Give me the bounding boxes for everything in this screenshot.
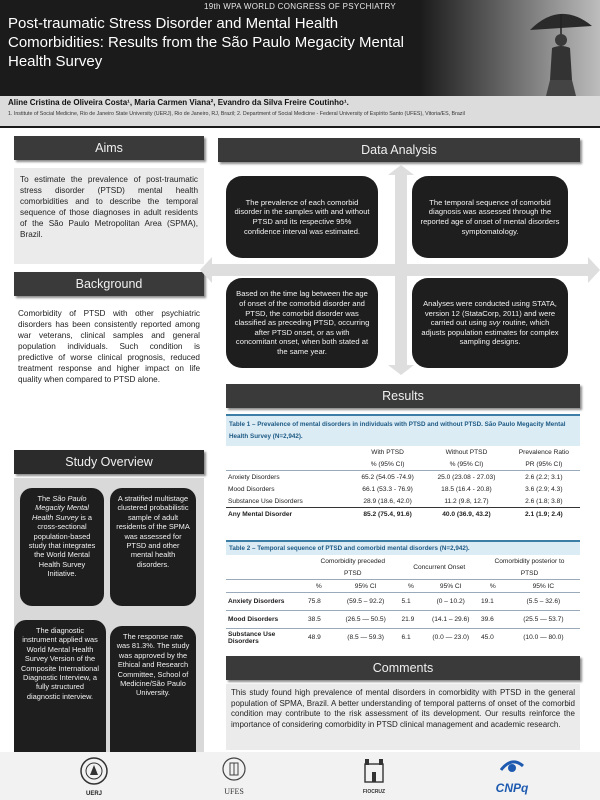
uerj-seal-icon	[79, 756, 109, 786]
table-cell: (26.5 — 50.5)	[332, 611, 400, 629]
table-2-subheader-cell: 95% CI	[422, 580, 478, 593]
aims-heading: Aims	[14, 136, 204, 160]
table-cell: 3.6 (2.9; 4.3)	[525, 485, 563, 493]
congress-name: 19th WPA WORLD CONGRESS OF PSYCHIATRY	[203, 2, 397, 11]
table-2-group-header: Comorbidity posterior to	[494, 557, 565, 565]
uerj-logo-text: UERJ	[85, 791, 102, 797]
data-analysis-heading: Data Analysis	[218, 138, 580, 162]
table-cell: 75.8	[306, 593, 332, 611]
table-cell: 2.6 (2.2; 3.1)	[508, 471, 580, 484]
table-cell: (25.5 — 53.7)	[507, 611, 580, 629]
study-overview-box-1-italic: São Paulo Megacity Mental Health Survey	[32, 494, 89, 522]
ufes-seal-icon	[221, 756, 247, 782]
table-2-subheader-cell: %	[306, 580, 332, 593]
table-cell: (0.0 — 23.0)	[422, 629, 478, 647]
results-heading: Results	[226, 384, 580, 408]
table-1-subheader-cell: % (95% CI)	[370, 460, 405, 468]
table-1-subheader-row	[226, 458, 580, 471]
table-1-header-cell: With PTSD	[371, 448, 404, 456]
background-text: Comorbidity of PTSD with other psychiatric disorders has been consistently reported among war veterans, clinical samples and general population individuals. Such condition is predictive of worse clinical prognosis, reduced treatment response and higher impact on life quality when compared to PTSD alone.	[14, 306, 204, 442]
data-analysis-box-4	[412, 278, 568, 368]
table-cell: (10.0 — 80.0)	[507, 629, 580, 647]
table-cell: 11.2 (9.8, 12.7)	[444, 497, 489, 505]
table-cell: 40.0 (36.9, 43.2)	[425, 508, 508, 521]
table-1-header-row	[226, 446, 580, 458]
study-overview-box-2: A stratified multistage clustered probabilistic sample of adult residents of the SPMA was assessed for PTSD and other mental health disorders.	[110, 488, 196, 606]
table-2-group-header-row	[226, 555, 580, 567]
table-2-subheader-cell: %	[479, 580, 507, 593]
data-analysis-box-1: The prevalence of each comorbid disorder in the samples with and without PTSD and its respective 95% confidence interval was estimated.	[226, 176, 378, 258]
table-cell: (59.5 – 92.2)	[332, 593, 400, 611]
ufes-logo-text: UFES	[224, 787, 244, 796]
table-1-subheader-cell	[226, 458, 350, 471]
table-cell: Substance Use Disorders	[228, 497, 303, 505]
table-2-subheader-row	[226, 580, 580, 593]
table-2-caption: Table 2 – Temporal sequence of PTSD and comorbid mental disorders (N=2,942).	[226, 540, 580, 555]
table-2-grid	[226, 555, 580, 647]
table-cell: 48.9	[306, 629, 332, 647]
table-cell: 45.0	[479, 629, 507, 647]
study-overview-heading: Study Overview	[14, 450, 204, 474]
table-1-subheader-cell: % (95% CI)	[449, 460, 484, 468]
aims-text: To estimate the prevalence of post-traumatic stress disorder (PTSD) mental health comorbidities and to describe the temporal sequence of those diagnoses in adult residents of the São Paulo Metropolitan Area (SPMA), Brazil.	[14, 168, 204, 264]
table-cell: Any Mental Disorder	[226, 508, 350, 521]
table-cell: 5.1	[400, 593, 423, 611]
table-cell: (8.5 — 59.3)	[332, 629, 400, 647]
data-analysis-box-2: The temporal sequence of comorbid diagnosis was assessed through the reported age of onset of mental disorders symptomatology.	[412, 176, 568, 258]
table-1-header-cell	[226, 446, 350, 458]
comments-heading: Comments	[226, 656, 580, 680]
table-2-subheader-cell: 95% CI	[332, 580, 400, 593]
study-overview-box-1	[20, 488, 104, 606]
data-analysis-box-4-text-end: routine, which adjusts population estimates for complex sampling designs.	[421, 318, 559, 347]
table-cell: (14.1 – 29.6)	[422, 611, 478, 629]
table-1-caption: Table 1 – Prevalence of mental disorders in individuals with PTSD and without PTSD. São Paulo Megacity Mental Health Survey (N=2,942).	[226, 414, 580, 446]
table-cell: 18.5 (16.4 - 20.8)	[441, 485, 492, 493]
table-row	[226, 611, 580, 629]
cnpq-logo-text: CNPq	[495, 781, 529, 795]
table-cell: 25.0 (23.08 - 27.03)	[425, 471, 508, 484]
table-2-blank-cell	[226, 567, 306, 580]
cnpq-swoosh-icon	[497, 756, 527, 776]
authors: Aline Cristina de Oliveira Costa¹, Maria Carmen Viana², Evandro da Silva Freire Coutinho¹.	[8, 98, 349, 107]
data-analysis-box-4-italic: svy	[488, 318, 501, 328]
table-2-subheader-cell: 95% IC	[507, 580, 580, 593]
table-cell: Anxiety Disorders	[226, 471, 350, 484]
study-overview-box-1-text-end: is a cross-sectional population-based study that integrates the World Mental Health Survey Initiative.	[28, 512, 96, 579]
table-2-blank-cell	[226, 580, 306, 593]
table-cell: (0 – 10.2)	[422, 593, 478, 611]
table-2-subheader-cell: %	[400, 580, 423, 593]
comments-text: This study found high prevalence of mental disorders in comorbidity with PTSD in the general population of SPMA, Brazil. A better understanding of temporal patterns of onset of the comorbid condition may contribute to the risk assessment of its development. Our results reinforce the importance of considering comorbidity in PTSD clinical management and academic research.	[226, 684, 580, 750]
table-total-row	[226, 508, 580, 521]
table-1-grid	[226, 446, 580, 520]
table-cell: Mood Disorders	[226, 611, 306, 629]
fiocruz-logo	[352, 756, 396, 798]
table-2-group-header: Concurrent Onset	[413, 563, 466, 571]
table-1-subheader-cell: PR (95% CI)	[525, 460, 563, 468]
study-overview-box-4: The response rate was 81.3%. The study was approved by the Ethical and Research Committee, School of Medicine/São Paulo University.	[110, 626, 196, 774]
fiocruz-castle-icon	[362, 756, 386, 784]
table-cell: 21.9	[400, 611, 423, 629]
table-cell: Substance Use Disorders	[226, 629, 306, 647]
table-cell: (5.5 – 32.6)	[507, 593, 580, 611]
affiliations: 1. Institute of Social Medicine, Rio de Janeiro State University (UERJ), Rio de Janeiro, RJ, Brazil; 2. Department of Social Medicine - Federal University of Espírito Santo (UFES), Vitoria/ES, Brazil	[8, 111, 465, 117]
table-row	[226, 593, 580, 611]
table-cell: 85.2 (75.4, 91.6)	[350, 508, 425, 521]
fiocruz-logo-text: FIOCRUZ	[362, 789, 386, 795]
table-2	[226, 540, 580, 647]
table-cell: 28.9 (18.6, 42.0)	[363, 497, 412, 505]
table-cell: 39.6	[479, 611, 507, 629]
table-row	[226, 471, 580, 484]
table-cell: 2.6 (1.8; 3.8)	[525, 497, 563, 505]
table-1-header-cell: Prevalence Ratio	[518, 448, 569, 456]
table-1-header-cell: Without PTSD	[445, 448, 488, 456]
table-2-group-header: PTSD	[520, 569, 539, 577]
table-row	[226, 483, 580, 495]
table-cell: 6.1	[400, 629, 423, 647]
table-cell: 19.1	[479, 593, 507, 611]
data-analysis-box-3: Based on the time lag between the age of onset of the comorbid disorder and PTSD, the comorbid disorder was classified as preceding PTSD, occurring after PTSD onset, or as with concomitant onset, when both stated at the same year.	[226, 278, 378, 368]
table-row	[226, 495, 580, 508]
uerj-logo	[74, 756, 114, 798]
background-heading: Background	[14, 272, 204, 296]
cnpq-logo	[484, 756, 540, 798]
table-2-group-header: Comorbidity preceded	[320, 557, 385, 565]
poster-title: Post-traumatic Stress Disorder and Mental Health Comorbidities: Results from the São Paulo Megacity Mental Health Survey	[8, 15, 405, 70]
table-cell: 38.5	[306, 611, 332, 629]
table-cell: 65.2 (54.05 -74.9)	[350, 471, 425, 484]
table-cell: 2.1 (1.9; 2.4)	[508, 508, 580, 521]
table-2-group-header: PTSD	[343, 569, 362, 577]
table-cell: Anxiety Disorders	[226, 593, 306, 611]
study-overview-box-1-text: The	[37, 494, 53, 503]
header-photo-umbrella-figure	[420, 0, 600, 96]
table-cell: Mood Disorders	[228, 485, 275, 493]
ufes-logo	[214, 756, 254, 798]
table-1	[226, 414, 580, 520]
study-overview-box-3: The diagnostic instrument applied was World Mental Health Survey Version of the Composite International Diagnostic Interview, a fully structured diagnostic interview.	[14, 620, 106, 770]
data-analysis-box-4-text: Analyses were conducted using STATA, version 12 (StataCorp, 2011) and were carried out using	[423, 299, 557, 328]
table-2-blank-cell	[226, 555, 306, 567]
table-row	[226, 629, 580, 647]
table-cell: 66.1 (53.3 - 76.9)	[362, 485, 413, 493]
